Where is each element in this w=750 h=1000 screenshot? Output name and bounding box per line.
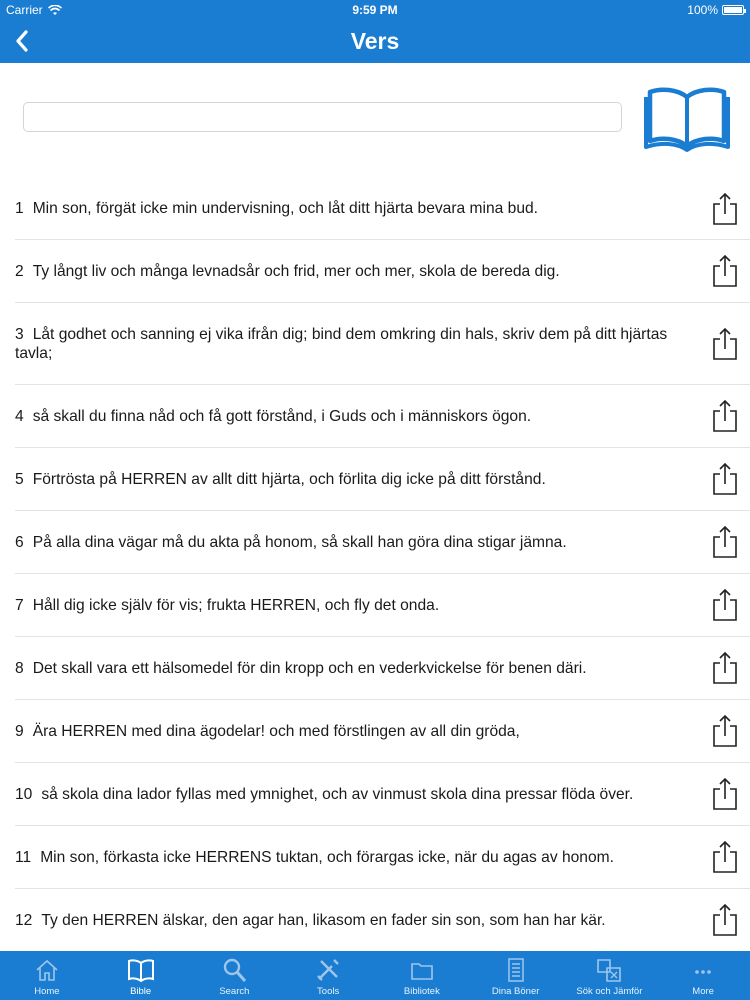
book-icon bbox=[127, 956, 155, 984]
verse-text bbox=[15, 637, 695, 699]
tab-label: Search bbox=[219, 986, 250, 997]
verse-body: Ty den HERREN älskar, den agar han, likasom en fader sin son, som han har kär. bbox=[41, 911, 606, 929]
verse-body: så skall du finna nåd och få gott förstånd, i Guds och i människors ögon. bbox=[32, 407, 532, 425]
more-icon bbox=[689, 956, 717, 984]
search-input[interactable] bbox=[23, 102, 622, 132]
carrier-label: Carrier bbox=[6, 3, 43, 17]
verse-content bbox=[15, 722, 520, 741]
tab-label: Dina Böner bbox=[491, 986, 540, 997]
verse-text bbox=[15, 574, 695, 636]
verse-text bbox=[15, 385, 695, 447]
share-icon[interactable] bbox=[712, 714, 738, 748]
navigation-bar bbox=[0, 20, 750, 63]
tab-label: Tools bbox=[317, 986, 340, 997]
tab-bible[interactable] bbox=[94, 951, 188, 1000]
home-icon bbox=[33, 956, 61, 984]
verse-row[interactable] bbox=[15, 511, 750, 574]
tab-label: Sök och Jämför bbox=[576, 986, 643, 997]
share-icon[interactable] bbox=[712, 651, 738, 685]
verse-row[interactable] bbox=[15, 637, 750, 700]
tab-home[interactable] bbox=[0, 951, 94, 1000]
verse-text bbox=[15, 889, 695, 951]
share-icon[interactable] bbox=[712, 192, 738, 226]
verse-number: 7 bbox=[15, 596, 24, 614]
tab-bibliotek[interactable] bbox=[375, 951, 469, 1000]
search-area bbox=[0, 63, 750, 168]
tab-dina-b-ner[interactable] bbox=[469, 951, 563, 1000]
verse-content bbox=[15, 407, 531, 426]
folder-icon bbox=[408, 956, 436, 984]
verse-text bbox=[15, 700, 695, 762]
tab-s-k-och-j-mf-r[interactable] bbox=[563, 951, 657, 1000]
verse-row[interactable] bbox=[15, 889, 750, 952]
tab-label: Bible bbox=[130, 986, 152, 997]
verse-number: 3 bbox=[15, 325, 24, 343]
verse-content bbox=[15, 848, 614, 867]
share-icon[interactable] bbox=[712, 903, 738, 937]
verse-row[interactable] bbox=[15, 448, 750, 511]
verse-number: 1 bbox=[15, 200, 24, 217]
verse-body: Min son, förgät icke min undervisning, och låt ditt hjärta bevara mina bud. bbox=[32, 200, 539, 217]
verse-body: Förtrösta på HERREN av allt ditt hjärta, och förlita dig icke på ditt förstånd. bbox=[32, 470, 546, 488]
verse-body: så skola dina lador fyllas med ymnighet, och av vinmust skola dina pressar flöda över. bbox=[41, 785, 634, 803]
verse-row[interactable] bbox=[15, 178, 750, 240]
verse-row[interactable] bbox=[15, 700, 750, 763]
search-icon bbox=[220, 956, 248, 984]
verse-body: Låt godhet och sanning ej vika ifrån dig; bind dem omkring din hals, skriv dem på ditt hjärtas tavla; bbox=[15, 325, 668, 362]
status-time: 9:59 PM bbox=[352, 3, 398, 17]
verse-text bbox=[15, 763, 695, 825]
verse-number: 8 bbox=[15, 659, 24, 677]
verse-body: På alla dina vägar må du akta på honom, så skall han göra dina stigar jämna. bbox=[32, 533, 567, 551]
verse-number: 5 bbox=[15, 470, 24, 488]
verse-list bbox=[0, 178, 750, 952]
share-icon[interactable] bbox=[712, 254, 738, 288]
share-icon[interactable] bbox=[712, 777, 738, 811]
document-icon bbox=[502, 956, 530, 984]
verse-text bbox=[15, 240, 695, 302]
verse-number: 9 bbox=[15, 722, 24, 740]
verse-row[interactable] bbox=[15, 763, 750, 826]
tab-label: More bbox=[692, 986, 714, 997]
verse-content bbox=[15, 262, 560, 281]
verse-number: 11 bbox=[15, 848, 32, 866]
page-title: Vers bbox=[350, 28, 400, 54]
battery-icon bbox=[722, 5, 744, 15]
verse-text bbox=[15, 303, 695, 384]
verse-number: 4 bbox=[15, 407, 24, 425]
tab-label: Bibliotek bbox=[403, 986, 440, 997]
status-bar bbox=[0, 0, 750, 20]
share-icon[interactable] bbox=[712, 462, 738, 496]
verse-body: Det skall vara ett hälsomedel för din kropp och en vederkvickelse för benen däri. bbox=[32, 659, 587, 677]
verse-number: 12 bbox=[15, 911, 33, 929]
verse-row[interactable] bbox=[15, 385, 750, 448]
verse-body: Min son, förkasta icke HERRENS tuktan, och förargas icke, när du agas av honom. bbox=[40, 848, 614, 866]
verse-content bbox=[15, 470, 546, 489]
verse-content bbox=[15, 325, 695, 363]
verse-number: 2 bbox=[15, 262, 24, 280]
battery-percent: 100% bbox=[687, 3, 718, 17]
tab-bar bbox=[0, 951, 750, 1000]
verse-row[interactable] bbox=[15, 303, 750, 385]
verse-text bbox=[15, 178, 695, 239]
verse-text bbox=[15, 826, 695, 888]
verse-content bbox=[15, 659, 587, 678]
status-right bbox=[687, 3, 744, 17]
tools-icon bbox=[314, 956, 342, 984]
verse-body: Håll dig icke själv för vis; frukta HERREN, och fly det onda. bbox=[32, 596, 440, 614]
verse-content bbox=[15, 911, 606, 930]
verse-number: 10 bbox=[15, 785, 33, 803]
verse-content bbox=[15, 199, 538, 218]
share-icon[interactable] bbox=[712, 399, 738, 433]
share-icon[interactable] bbox=[712, 327, 738, 361]
share-icon[interactable] bbox=[712, 588, 738, 622]
verse-text bbox=[15, 448, 695, 510]
tab-more[interactable] bbox=[656, 951, 750, 1000]
verse-body: Ära HERREN med dina ägodelar! och med förstlingen av all din gröda, bbox=[32, 722, 520, 740]
tab-label: Home bbox=[34, 986, 60, 997]
tab-search[interactable] bbox=[188, 951, 282, 1000]
compare-icon bbox=[595, 956, 623, 984]
verse-row[interactable] bbox=[15, 240, 750, 303]
share-icon[interactable] bbox=[712, 840, 738, 874]
tab-tools[interactable] bbox=[281, 951, 375, 1000]
verse-content bbox=[15, 785, 633, 804]
verse-number: 6 bbox=[15, 533, 24, 551]
verse-body: Ty långt liv och många levnadsår och frid, mer och mer, skola de bereda dig. bbox=[32, 262, 560, 280]
verse-text bbox=[15, 511, 695, 573]
verse-content bbox=[15, 596, 439, 615]
verse-row[interactable] bbox=[15, 574, 750, 637]
verse-row[interactable] bbox=[15, 826, 750, 889]
open-book-icon[interactable] bbox=[643, 83, 731, 153]
share-icon[interactable] bbox=[712, 525, 738, 559]
verse-content bbox=[15, 533, 567, 552]
